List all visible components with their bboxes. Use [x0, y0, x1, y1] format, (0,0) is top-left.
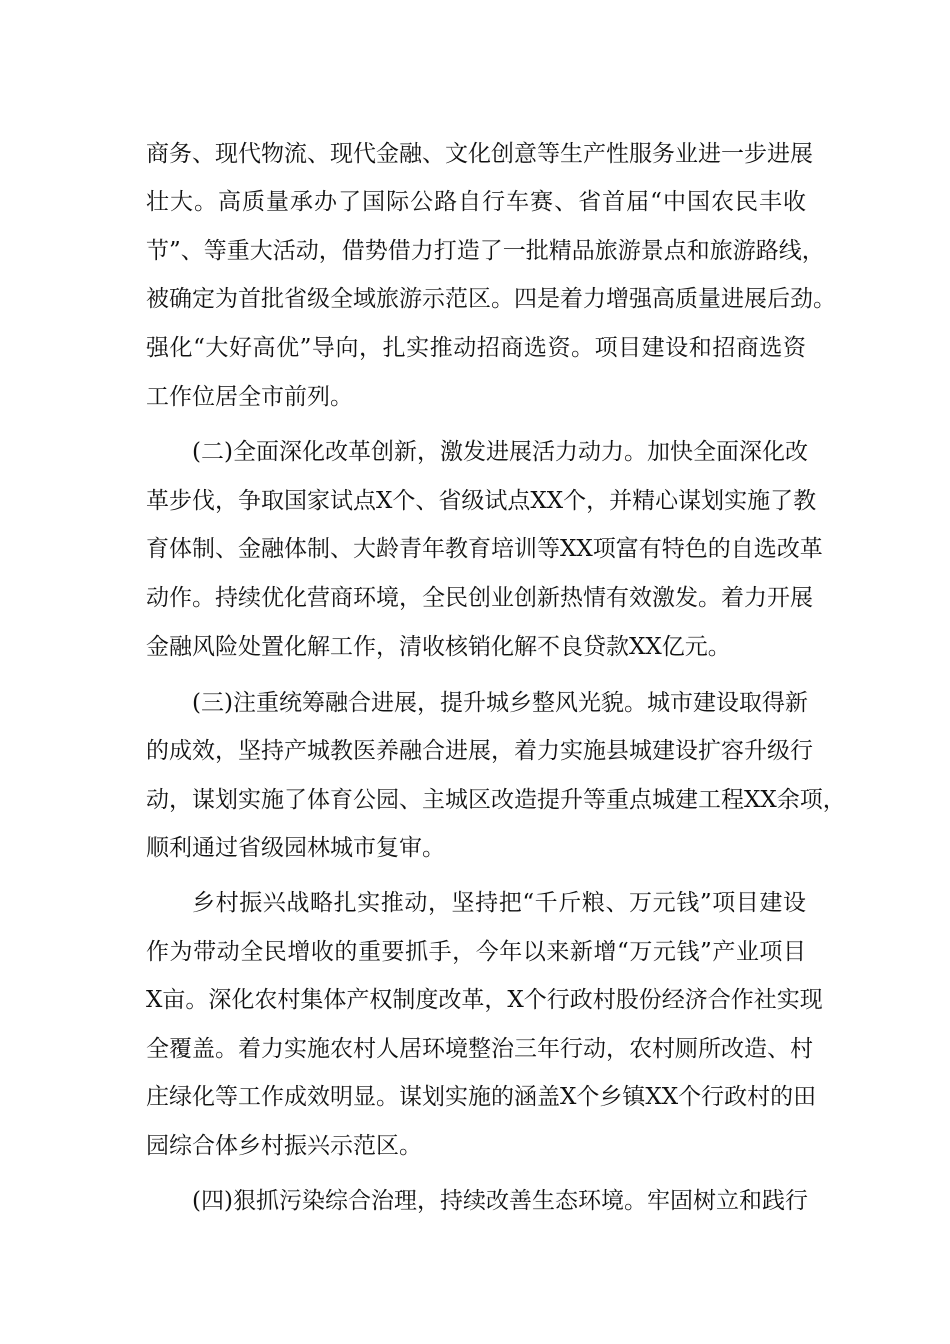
text-line: 商务、现代物流、现代金融、文化创意等生产性服务业进一步进展 [146, 141, 813, 167]
text-line: 动，谋划实施了体育公园、主城区改造提升等重点城建工程XX余项， [146, 787, 846, 813]
text-line: 全覆盖。着力实施农村人居环境整治三年行动，农村厕所改造、村 [146, 1036, 813, 1062]
text-line: X亩。深化农村集体产权制度改革，X个行政村股份经济合作社实现 [146, 987, 823, 1013]
text-line: 被确定为首批省级全域旅游示范区。四是着力增强高质量进展后劲。 [146, 286, 836, 312]
text-line: 强化“大好高优”导向，扎实推动招商选资。项目建设和招商选资 [146, 335, 806, 361]
text-line: 的成效，坚持产城教医养融合进展，着力实施县城建设扩容升级行 [146, 738, 813, 764]
text-line: (四)狠抓污染综合治理，持续改善生态环境。牢固树立和践行 [192, 1188, 808, 1214]
text-line: 园综合体乡村振兴示范区。 [146, 1133, 422, 1159]
text-line: 乡村振兴战略扎实推动，坚持把“千斤粮、万元钱”项目建设 [192, 890, 806, 916]
text-line: (二)全面深化改革创新，激发进展活力动力。加快全面深化改 [192, 439, 808, 465]
text-line: (三)注重统筹融合进展，提升城乡整风光貌。城市建设取得新 [192, 690, 808, 716]
text-line: 顺利通过省级园林城市复审。 [146, 835, 445, 861]
text-line: 工作位居全市前列。 [146, 384, 353, 410]
text-line: 庄绿化等工作成效明显。谋划实施的涵盖X个乡镇XX个行政村的田 [146, 1084, 817, 1110]
text-line: 壮大。高质量承办了国际公路自行车赛、省首届“中国农民丰收 [146, 189, 806, 215]
text-line: 节”、等重大活动，借势借力打造了一批精品旅游景点和旅游路线， [146, 238, 825, 264]
text-line: 动作。持续优化营商环境，全民创业创新热情有效激发。着力开展 [146, 585, 813, 611]
text-line: 作为带动全民增收的重要抓手，今年以来新增“万元钱”产业项目 [146, 939, 806, 965]
text-line: 革步伐，争取国家试点X个、省级试点XX个，并精心谋划实施了教 [146, 488, 817, 514]
text-line: 育体制、金融体制、大龄青年教育培训等XX项富有特色的自选改革 [146, 536, 823, 562]
text-line: 金融风险处置化解工作，清收核销化解不良贷款XX亿元。 [146, 634, 731, 660]
